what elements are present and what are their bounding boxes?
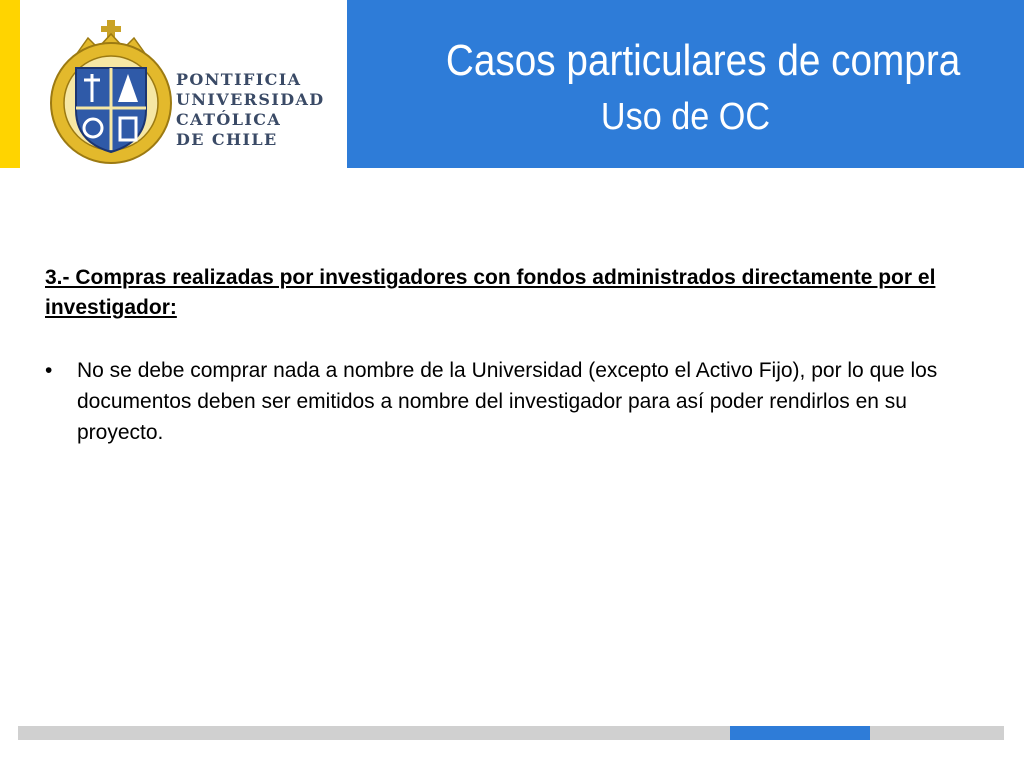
university-wordmark	[176, 70, 325, 150]
wordmark-line-2: UNIVERSIDAD	[176, 90, 325, 109]
university-seal-icon	[48, 18, 174, 168]
wordmark-line-3: CATÓLICA	[176, 110, 282, 129]
bullet-text: No se debe comprar nada a nombre de la Universidad (excepto el Activo Fijo), por lo que los documentos deben ser emitidos a nombre del investigador para así poder rendirlos en su proyecto.	[77, 359, 938, 444]
page-subtitle: Uso de OC	[600, 96, 771, 138]
list-item	[45, 355, 985, 448]
accent-yellow-bar	[0, 0, 20, 168]
bullet-marker: •	[45, 359, 53, 382]
slide-content	[45, 263, 985, 448]
header-band	[347, 0, 1024, 168]
footer-accent-bar	[730, 726, 870, 740]
wordmark-line-1: PONTIFICIA	[176, 70, 302, 89]
wordmark-line-4: DE CHILE	[176, 130, 278, 149]
page-title: Casos particulares de compra	[445, 36, 961, 85]
section-heading: 3.- Compras realizadas por investigadores con fondos administrados directamente por el investigador:	[45, 266, 936, 319]
university-logo	[48, 18, 328, 168]
bullet-list	[45, 355, 985, 448]
